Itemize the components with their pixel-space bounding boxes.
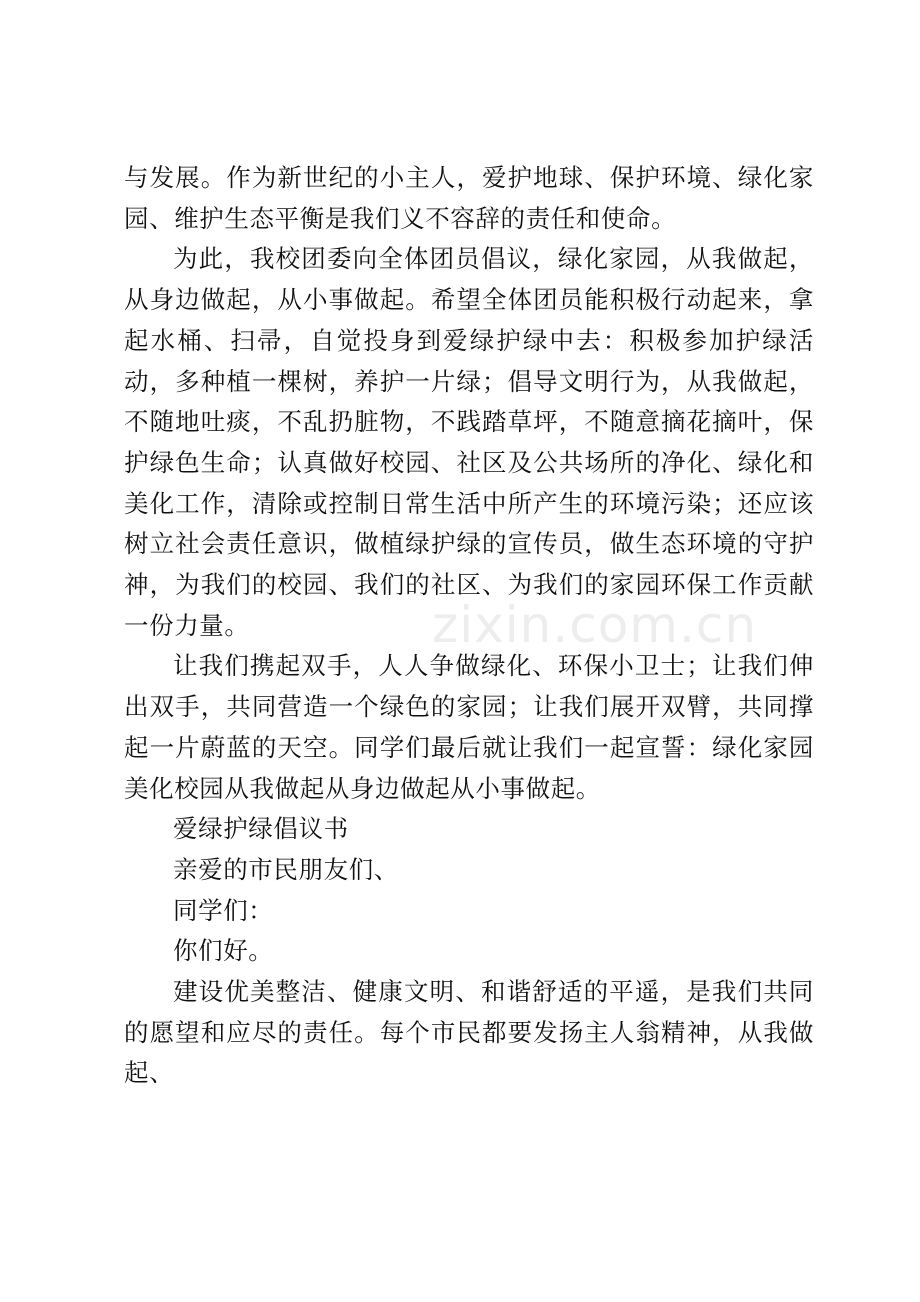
paragraph-4: 建设优美整洁、健康文明、和谐舒适的平遥，是我们共同的愿望和应尽的责任。每个市民都要发扬主人翁精神，从我做起、 — [124, 977, 814, 1088]
paragraph-1: 与发展。作为新世纪的小主人，爱护地球、保护环境、绿化家园、维护生态平衡是我们义不容辞的责任和使命。 — [124, 163, 814, 233]
document-body — [124, 158, 814, 1094]
greeting: 你们好。 — [173, 936, 274, 966]
watermark: zixin.com.cn — [432, 596, 758, 654]
paragraph-2: 为此，我校团委向全体团员倡议，绿化家园，从我做起，从身边做起，从小事做起。希望全体团员能积极行动起来，拿起水桶、扫帚，自觉投身到爱绿护绿中去：积极参加护绿活动，多种植一棵树，养护一片绿；倡导文明行为，从我做起，不随地吐痰，不乱扔脏物，不践踏草坪，不随意摘花摘叶，保护绿色生命；认真做好校园、社区及公共场所的净化、绿化和美化工作，清除或控制日常生活中所产生的环境污染；还应该树立社会责任意识，做植绿护绿的宣传员，做生态环境的守护神，为我们的校园、我们的社区、为我们的家园环保工作贡献一份力量。 — [124, 244, 814, 640]
salutation-line-1: 亲爱的市民朋友们、 — [173, 854, 399, 884]
salutation-line-2: 同学们： — [173, 895, 274, 925]
paragraph-3: 让我们携起双手，人人争做绿化、环保小卫士；让我们伸出双手，共同营造一个绿色的家园；让我们展开双臂，共同撑起一片蔚蓝的天空。同学们最后就让我们一起宣誓：绿化家园美化校园从我做起从身边做起从小事做起。 — [124, 651, 814, 803]
section-title: 爱绿护绿倡议书 — [173, 814, 349, 844]
